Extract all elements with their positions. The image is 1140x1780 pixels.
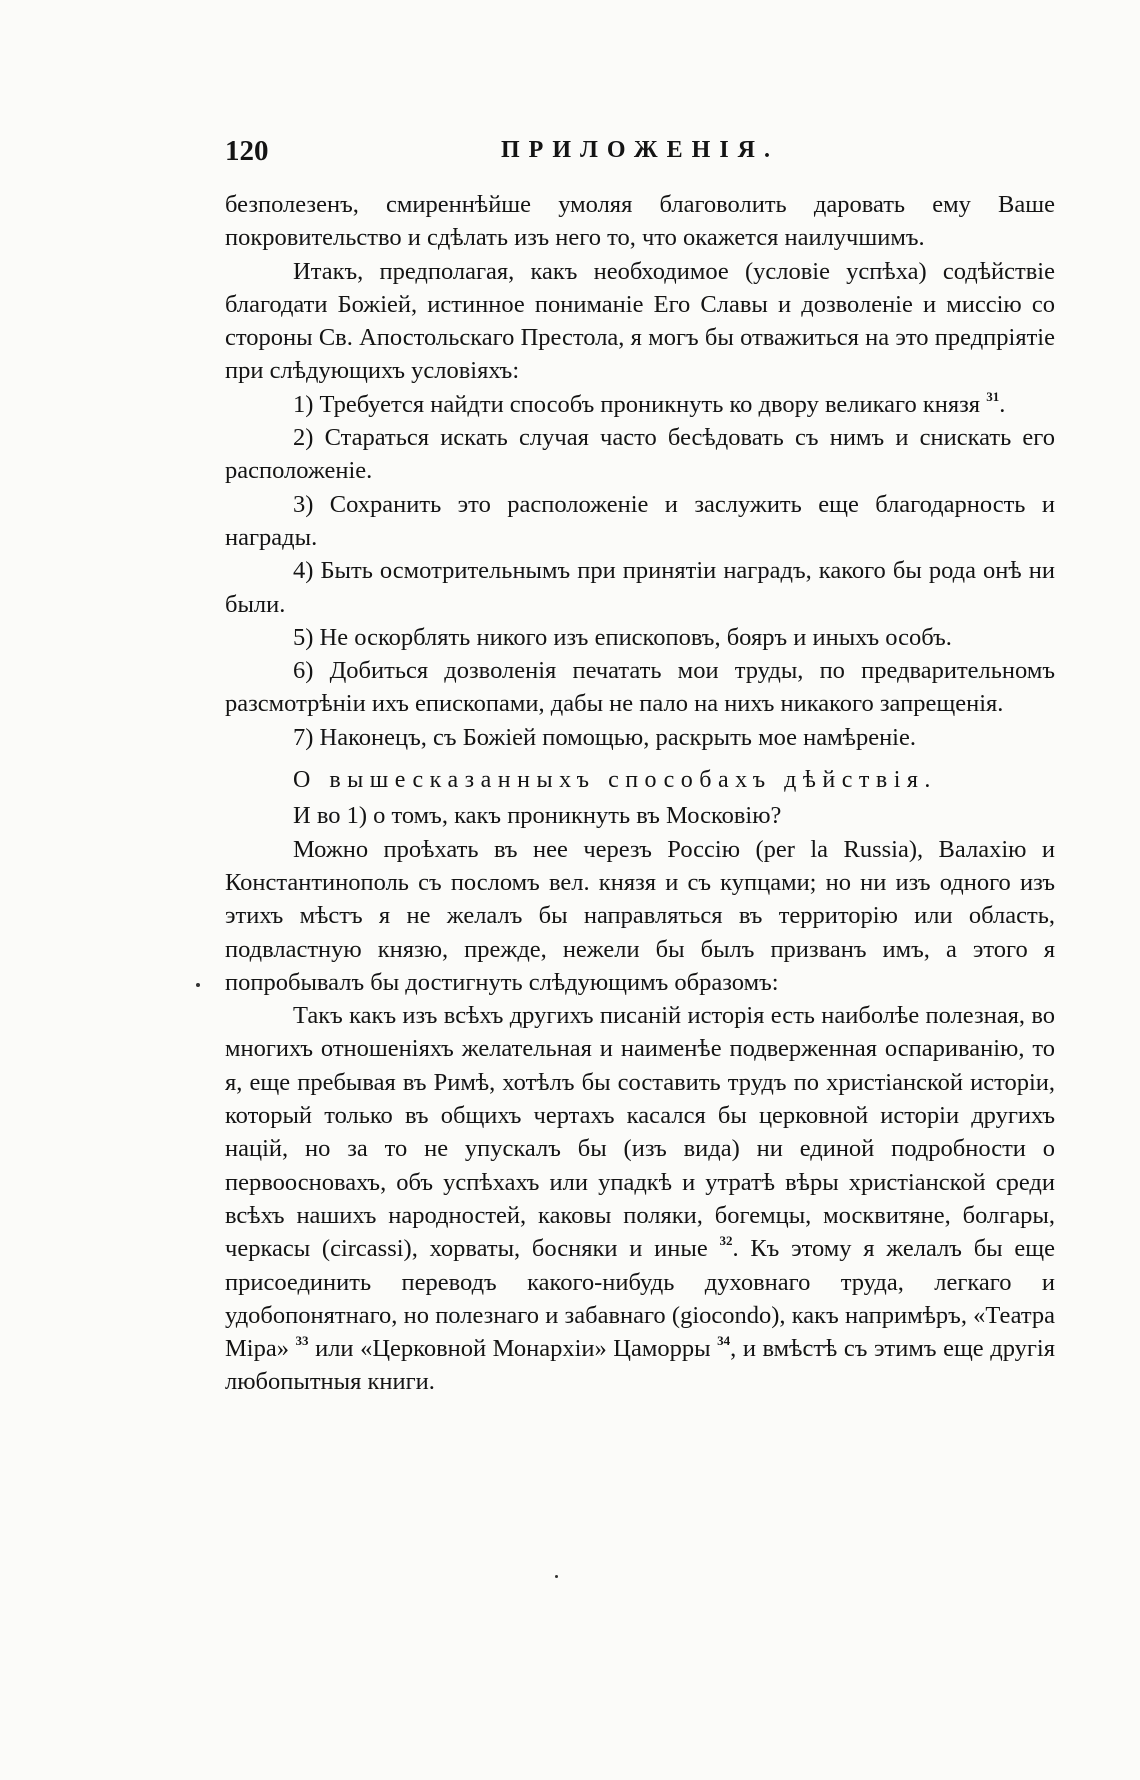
paragraph-text: . Къ этому я желалъ бы еще присоединить переводъ какого-нибудь духовнаго труда, легкаго и удобопонятнаго, но полезнаго и забавнаго (giocondo), какъ напримѣръ, «Театра Міра»: [225, 1235, 1056, 1363]
paragraph: [225, 999, 1055, 1399]
page-header: [225, 135, 1055, 175]
page-number: 120: [225, 135, 269, 167]
paragraph: Итакъ, предполагая, какъ необходимое (условіе успѣха) содѣйствіе благодати Божіей, истинное пониманіе Его Славы и дозволеніе и миссію со стороны Св. Апостольскаго Престола, я могъ бы отважиться на это предпріятіе при слѣдующихъ условіяхъ:: [225, 257, 1055, 385]
footnote-ref: 34: [717, 1333, 731, 1349]
footnote-ref: 32: [719, 1233, 733, 1249]
paragraph: И во 1) о томъ, какъ проникнуть въ Московію?: [293, 802, 782, 830]
paragraph: безполезенъ, смиреннѣйше умоляя благоволить даровать ему Ваше покровительство и сдѣлать изъ него то, что окажется наилучшимъ.: [225, 191, 1055, 252]
footnote-ref: 33: [295, 1333, 309, 1349]
list-item: 6) Добиться дозволенія печатать мои труды, по предварительномъ разсмотрѣніи ихъ епископами, дабы не пало на нихъ никакого запрещенія.: [225, 657, 1055, 718]
list-item: 5) Не оскорблять никого изъ епископовъ, бояръ и иныхъ особъ.: [293, 623, 952, 651]
scan-speck: [196, 983, 200, 987]
section-heading: О вышесказанныхъ способахъ дѣйствія.: [293, 767, 937, 794]
punctuation: .: [999, 390, 1006, 418]
list-item-text: 1) Требуется найдти способъ проникнуть ко двору великаго князя: [293, 390, 981, 418]
list-item: 7) Наконецъ, съ Божіей помощью, раскрыть мое намѣреніе.: [293, 723, 916, 751]
paragraph-text: , и вмѣстѣ съ этимъ еще другія любопытныя книги.: [225, 1335, 1056, 1396]
body-text: [225, 188, 1055, 1399]
paragraph-text: Такъ какъ изъ всѣхъ другихъ писаній исторія есть наиболѣе полезная, во многихъ отношеніяхъ желательная и наименѣе подверженная оспариванію, то я, еще пребывая въ Римѣ, хотѣлъ бы составить трудъ по христіанской исторіи, который только въ общихъ чертахъ касался бы церковной исторіи другихъ націй, но за то не упускалъ бы (изъ вида) ни единой подробности о первоосновахъ, объ успѣхахъ или упадкѣ и утратѣ вѣры христіанской среди всѣхъ нашихъ народностей, каковы поляки, богемцы, москвитяне, болгары, черкасы (circassi), хорваты, босняки и иные: [225, 1002, 1055, 1263]
paragraph-text: или «Церковной Монархіи» Цаморры: [308, 1335, 711, 1363]
scan-speck: [555, 1575, 558, 1578]
list-item: [225, 388, 1055, 421]
footnote-ref: 31: [986, 388, 1000, 404]
list-item: 3) Сохранить это расположеніе и заслужить еще благодарность и награды.: [225, 490, 1055, 551]
running-title: ПРИЛОЖЕНІЯ.: [500, 137, 780, 163]
list-item: 4) Быть осмотрительнымъ при принятіи наградъ, какого бы рода онѣ ни были.: [225, 557, 1055, 618]
list-item: 2) Стараться искать случая часто бесѣдовать съ нимъ и снискать его расположеніе.: [225, 424, 1055, 485]
paragraph: Можно проѣхать въ нее черезъ Россію (per la Russia), Валахію и Константинополь съ посломъ вел. князя и съ купцами; но ни изъ одного изъ этихъ мѣстъ я не желалъ бы направляться въ территорію или область, подвластную князю, прежде, нежели бы былъ призванъ имъ, а этого я попробывалъ бы достигнуть слѣдующимъ образомъ:: [225, 835, 1055, 996]
